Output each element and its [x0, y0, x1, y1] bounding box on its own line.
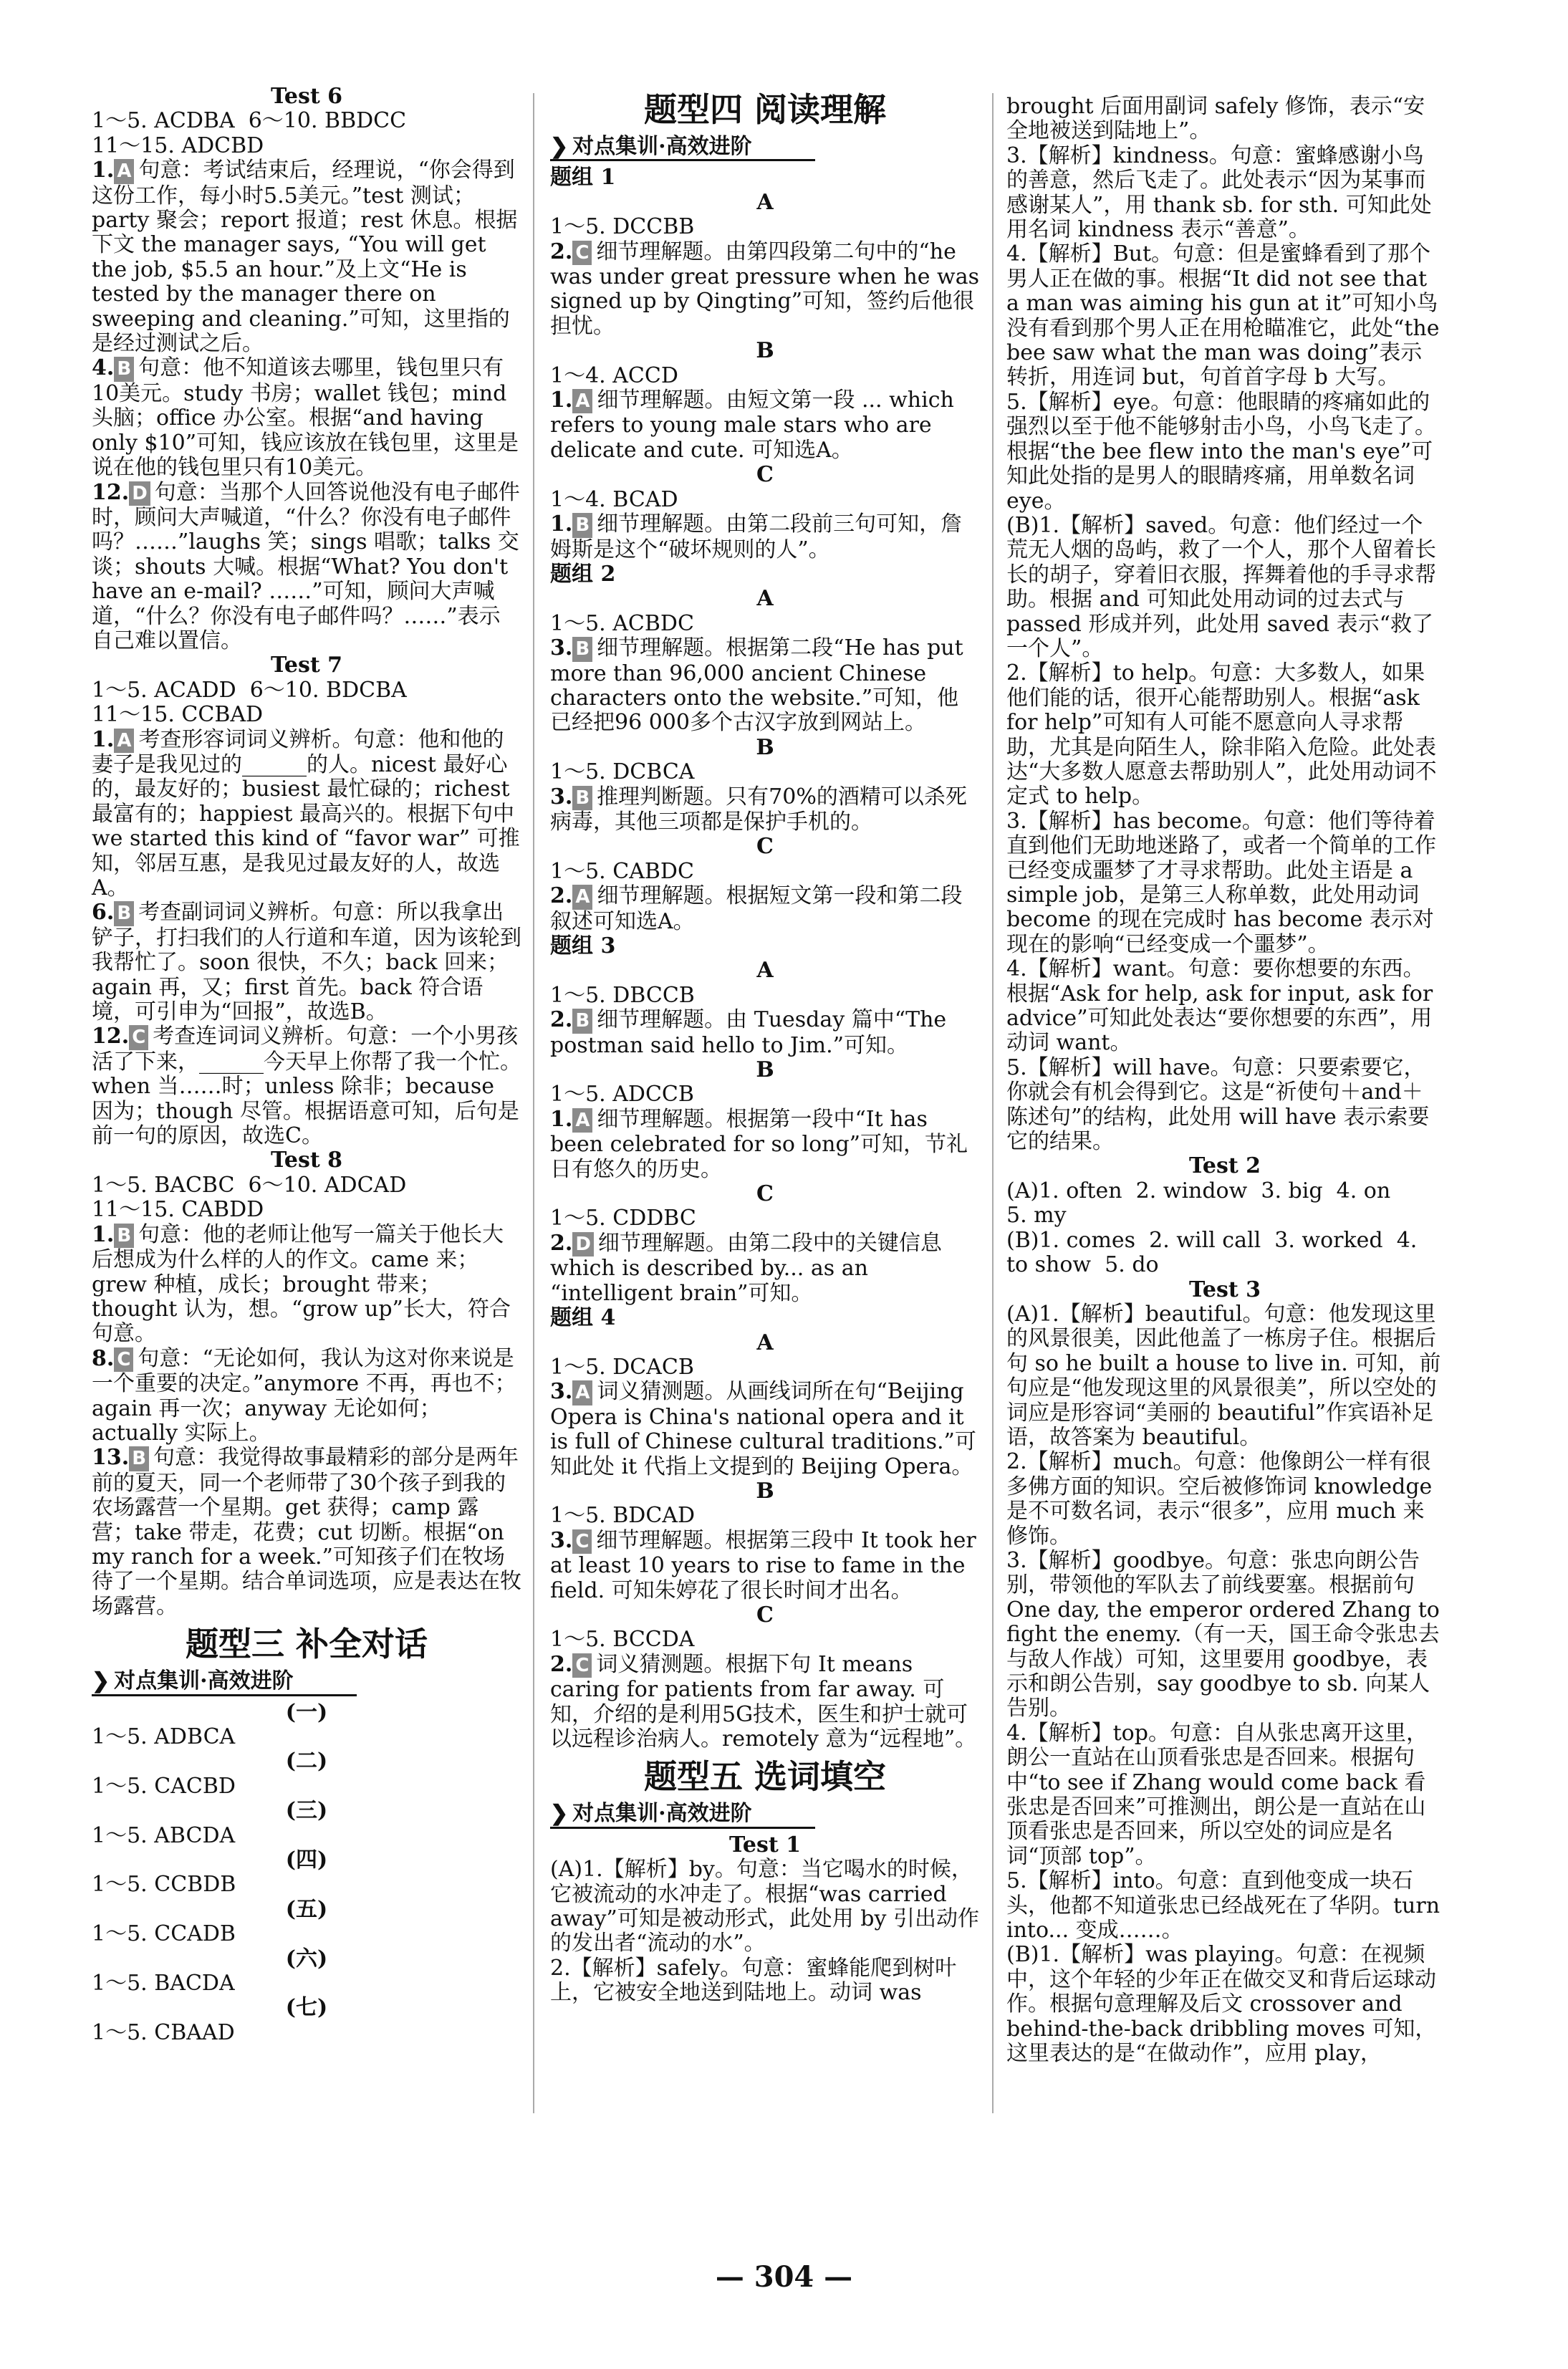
item-number: 1.	[550, 388, 573, 413]
section-heading: Test 1	[728, 1832, 802, 1858]
text-line: 1～5. DCBCA	[550, 759, 695, 785]
answer-badge: B	[114, 1224, 134, 1248]
answer-badge: B	[572, 1009, 592, 1033]
section-heading: Test 8	[270, 1148, 343, 1173]
section-heading: B	[756, 1478, 774, 1504]
section-heading: (二)	[285, 1749, 328, 1774]
section-heading: (五)	[285, 1896, 328, 1922]
explanation-item	[550, 388, 980, 463]
explanation-item	[550, 1107, 980, 1182]
explanation-text: 细节理解题。由第二段中的关键信息 which is described by... as an “intelligent brain”可知。	[550, 1230, 949, 1306]
answer-badge: A	[572, 1380, 592, 1405]
text-line: 1～5. DCCBB	[550, 214, 695, 240]
explanation-text: 句意：他不知道该去哪里，钱包里只有10美元。study 书房；wallet 钱包；mind 头脑；office 办公室。根据“and having only $10”可知，钱应该放在钱包里，这里是说在他的钱包里只有10美元。	[92, 355, 519, 481]
answer-badge: C	[114, 1347, 133, 1372]
answer-badge: B	[572, 786, 592, 810]
text-line: 1～5. ABCDA	[92, 1822, 236, 1848]
text-line: 5. my	[1006, 1203, 1067, 1229]
text-line: 2.【解析】safely。句意：蜜蜂能爬到树叶上，它被安全地送到陆地上。动词 was	[550, 1955, 957, 2006]
chevron-right-icon: ❯	[550, 134, 569, 159]
item-number: 3.	[550, 1379, 573, 1405]
text-line: 3.【解析】kindness。句意：蜜蜂感谢小鸟的善意，然后飞走了。此处表示“因为某事而感谢某人”，用 thank sb. for sth. 可知此处用名词 kindness 表示“善意”。	[1006, 143, 1432, 243]
item-number: 1.	[92, 158, 115, 183]
explanation-text: 考查连词词义辨析。句意：一个小男孩活了下来，______今天早上你帮了我一个忙。when 当……时；unless 除非；because 因为；though 尽管。根据语意可知，后句是前一句的原因，故选C。	[92, 1024, 521, 1149]
answer-badge: A	[572, 885, 592, 909]
explanation-item	[550, 1527, 983, 1603]
answer-badge: D	[129, 481, 150, 506]
answer-badge: A	[114, 159, 134, 183]
section-heading: Test 7	[270, 653, 343, 678]
item-number: 2.	[550, 1007, 573, 1033]
item-number: 3.	[550, 784, 573, 809]
text-line: 2.【解析】to help。句意：大多数人，如果他们能的话，很开心能帮助别人。根据“ask for help”可知有人可能不愿意向人寻求帮助，尤其是向陌生人，除非陷入危险。此处表达“大多数人愿意去帮助别人”，此处用动词不定式 to help。	[1006, 660, 1437, 809]
answer-badge: B	[572, 637, 592, 661]
explanation-text: 词义猜测题。从画线词所在句“Beijing Opera is China's national opera and it is full of Chinese cultural traditions.”可知此处 it 代指上文提到的 Beijing Opera。	[550, 1379, 976, 1479]
text-line: (B)1.【解析】saved。句意：他们经过一个荒无人烟的岛屿，救了一个人，那个人留着长长的胡子，穿着旧衣服，挥舞着他的手寻求帮助。根据 and 可知此处用动词的过去式与 passed 形成并列，此处用 saved 表示“救了一个人”。	[1006, 512, 1436, 661]
group-label: 题组 4	[550, 1305, 616, 1331]
section-heading: C	[756, 1602, 774, 1628]
text-line: 5.【解析】will have。句意：只要索要它，你就会有机会得到它。这是“祈使句＋and＋陈述句”的结构，此处用 will have 表示索要它的结果。	[1006, 1054, 1430, 1155]
explanation-item	[92, 158, 521, 356]
column-left	[92, 85, 521, 2045]
explanation-item	[550, 1380, 980, 1479]
section-heading: Test 3	[1188, 1277, 1261, 1302]
text-line: 5.【解析】into。句意：直到他变成一块石头，他都不知道张忠已经战死在了华阴。turn into... 变成……。	[1006, 1868, 1447, 1943]
explanation-item	[92, 900, 521, 1024]
chevron-right-icon: ❯	[550, 1801, 569, 1827]
text-line: 4.【解析】want。句意：要你想要的东西。根据“Ask for help, ask for input, ask for advice”可知此处表达“要你想要的东西”，用动词 want。	[1006, 956, 1440, 1056]
explanation-text: 细节理解题。根据第一段中“It has been celebrated for so long”可知，节礼日有悠久的历史。	[550, 1106, 968, 1182]
answer-badge: C	[129, 1025, 148, 1049]
section-heading: A	[756, 958, 774, 984]
answer-badge: D	[572, 1232, 594, 1256]
item-number: 2.	[550, 883, 573, 909]
explanation-item	[92, 1223, 521, 1347]
text-line: (B)1.【解析】was playing。句意：在视频中，这个年轻的少年正在做交叉和背后运球动作。根据句意理解及后文 crossover and behind-the-back dribbling moves 可知，这里表达的是“在做动作”，应用 play，	[1006, 1942, 1437, 2067]
explanation-item	[92, 1446, 521, 1619]
item-number: 1.	[550, 511, 573, 537]
text-line: 1～5. CCBDB	[92, 1872, 236, 1898]
explanation-text: 细节理解题。由第二段前三句可知，詹姆斯是这个“破坏规则的人”。	[550, 511, 963, 562]
practice-banner	[550, 1802, 815, 1828]
text-line: 1～5. ACDBA 6～10. BBDCC	[92, 108, 407, 134]
text-line: 1～5. ACBDC	[550, 610, 694, 636]
text-line: 1～4. BCAD	[550, 486, 678, 512]
text-line: brought 后面用副词 safely 修饰，表示“安全地被送到陆地上”。	[1006, 94, 1425, 144]
part-title: 题型四 阅读理解	[643, 90, 886, 129]
section-heading: (六)	[285, 1946, 328, 1971]
text-line: 1～5. CBAAD	[92, 2019, 235, 2045]
text-line: 11～15. CCBAD	[92, 702, 264, 728]
text-line: (B)1. comes 2. will call 3. worked 4. to show 5. do	[1006, 1227, 1424, 1278]
explanation-item	[550, 1008, 980, 1058]
item-number: 12.	[92, 1024, 130, 1049]
text-line: 11～15. ADCBD	[92, 133, 264, 158]
explanation-text: 细节理解题。由 Tuesday 篇中“The postman said hello to Jim.”可知。	[550, 1007, 953, 1058]
explanation-text: 细节理解题。根据第二段“He has put more than 96,000 ancient Chinese characters onto the website.”可知，他已经把96 000多个古汉字放到网站上。	[550, 635, 971, 736]
explanation-item	[550, 636, 980, 736]
column-middle	[550, 85, 986, 2006]
explanation-item	[92, 1024, 521, 1148]
answer-badge: C	[572, 1653, 592, 1678]
item-number: 1.	[92, 1221, 115, 1247]
explanation-item	[550, 239, 986, 340]
item-number: 1.	[92, 726, 115, 752]
explanation-item	[550, 1231, 980, 1306]
item-number: 13.	[92, 1445, 130, 1471]
explanation-text: 句意：他的老师让他写一篇关于他长大后想成为什么样的人的作文。came 来；grew 种植，成长；brought 带来；thought 认为，想。“grow up”长大，符合句意。	[92, 1221, 511, 1347]
group-label: 题组 2	[550, 561, 616, 587]
answer-badge: A	[114, 729, 134, 753]
text-line: 1～5. DBCCB	[550, 982, 695, 1008]
answer-badge: C	[572, 241, 592, 265]
section-heading: (七)	[285, 1995, 328, 2021]
text-line: 1～5. ACADD 6～10. BDCBA	[92, 677, 407, 703]
section-heading: B	[756, 1057, 774, 1083]
group-label: 题组 3	[550, 933, 616, 958]
text-line: 2.【解析】much。句意：他像朗公一样有很多佛方面的知识。空后被修饰词 knowledge 是不可数名词，表示“很多”，应用 much 来修饰。	[1006, 1449, 1439, 1549]
text-line: 1～5. BCCDA	[550, 1627, 695, 1653]
explanation-item	[92, 1347, 521, 1446]
explanation-item	[550, 785, 980, 835]
practice-banner	[550, 135, 815, 161]
text-line: 3.【解析】has become。句意：他们等待着直到他们无助地迷路了，或者一个简单的工作已经变成噩梦了才寻求帮助。此处主语是 a simple job，是第三人称单数，此处用动词 become 的现在完成时 has become 表示对现在的影响“已经变成一个噩梦”。	[1006, 808, 1436, 957]
item-number: 3.	[550, 635, 573, 661]
item-number: 2.	[550, 1651, 573, 1677]
text-line: 1～5. CDDBC	[550, 1206, 696, 1231]
page-number: — 304 —	[715, 2260, 853, 2294]
text-line: (A)1.【解析】beautiful。句意：他发现这里的风景很美，因此他盖了一栋房子住。根据后句 so he built a house to live in. 可知，前句应是“他发现这里的风景很美”，所以空处的词应是形容词“美丽的 beautiful”作宾语补足语，故答案为 beautiful。	[1006, 1301, 1441, 1450]
group-label: 题组 1	[550, 165, 616, 191]
section-heading: (三)	[285, 1798, 328, 1824]
item-number: 1.	[550, 1106, 573, 1132]
explanation-text: 词义猜测题。根据下句 It means caring for patients from far away. 可知，介绍的是利用5G技术，医生和护士就可以远程诊治病人。remotely 意为“远程地”。	[550, 1651, 977, 1751]
explanation-item	[550, 512, 980, 562]
text-line: 1～5. DCACB	[550, 1354, 694, 1380]
text-line: 1～4. ACCD	[550, 362, 678, 388]
explanation-item	[92, 728, 521, 901]
explanation-text: 句意：考试结束后，经理说，“你会得到这份工作，每小时5.5美元。”test 测试；party 聚会；report 报道；rest 休息。根据下文 the manager says, “You will get the job, $5.5 an hour.”及上文“He is tested by the manager there on sweeping and cleaning.”可知，这里指的是经过测试之后。	[92, 158, 518, 357]
section-heading: (四)	[285, 1847, 328, 1873]
item-number: 2.	[550, 1230, 573, 1256]
text-line: 11～15. CABDD	[92, 1197, 264, 1223]
text-line: 4.【解析】But。句意：但是蜜蜂看到了那个男人正在做的事。根据“It did not see that a man was aiming his gun at it”可知小鸟没有看到那个男人正在用枪瞄准它，此处“the bee saw what the man was doing”表示转折，用连词 but，句首首字母 b 大写。	[1006, 241, 1447, 390]
item-number: 12.	[92, 479, 130, 505]
answer-badge: A	[572, 1108, 592, 1133]
section-heading: Test 6	[270, 84, 343, 109]
section-heading: C	[756, 462, 774, 488]
chevron-right-icon: ❯	[92, 1668, 110, 1694]
practice-banner	[92, 1669, 357, 1696]
explanation-text: 细节理解题。根据短文第一段和第二段叙述可知选A。	[550, 883, 963, 934]
explanation-text: 考查副词词义辨析。句意：所以我拿出铲子，打扫我们的人行道和车道，因为该轮到我帮忙了。soon 很快，不久；back 回来；again 再，又；first 首先。back 符合语境，可引申为“回报”，故选B。	[92, 900, 521, 1025]
answer-badge: B	[572, 513, 592, 537]
part-title: 题型五 选词填空	[643, 1757, 886, 1797]
section-heading: B	[756, 338, 774, 364]
answer-badge: B	[114, 357, 134, 381]
explanation-item	[92, 481, 521, 654]
explanation-item	[550, 1653, 980, 1752]
text-line: 1～5. BACBC 6～10. ADCAD	[92, 1172, 407, 1198]
explanation-text: 细节理解题。根据第三段中 It took her at least 10 years to rise to fame in the field. 可知朱婷花了很长时间才出名。	[550, 1527, 983, 1603]
section-heading: C	[756, 834, 774, 860]
section-heading: A	[756, 586, 774, 612]
part-title: 题型三 补全对话	[185, 1625, 428, 1664]
text-line: 1～5. CABDC	[550, 858, 694, 884]
section-heading: C	[756, 1181, 774, 1207]
text-line: 1～5. ADCCB	[550, 1082, 694, 1107]
answer-badge: C	[572, 1529, 592, 1554]
explanation-text: 句意：我觉得故事最精彩的部分是两年前的夏天，同一个老师带了30个孩子到我的农场露营一个星期。get 获得；camp 露营；take 带走，花费；cut 切断。根据“on my ranch for a week.”可知孩子们在牧场待了一个星期。结合单词选项，应是表达在牧场露营。	[92, 1445, 521, 1619]
banner-label: 对点集训·高效进阶	[572, 1801, 752, 1827]
text-line: 4.【解析】top。句意：自从张忠离开这里，朗公一直站在山顶看张忠是否回来。根据句中“to see if Zhang would come back 看张忠是否回来”可推测出，朗公是一直站在山顶看张忠是否回来，所以空处的词应是名词“顶部 top”。	[1006, 1720, 1428, 1869]
answer-badge: B	[114, 901, 134, 926]
text-line: (A)1.【解析】by。句意：当它喝水的时候，它被流动的水冲走了。根据“was carried away”可知是被动形式，此处用 by 引出动作的发出者“流动的水”。	[550, 1857, 979, 1956]
banner-label: 对点集训·高效进阶	[114, 1668, 294, 1694]
section-heading: A	[756, 189, 774, 215]
text-line: 1～5. CCADB	[92, 1921, 236, 1947]
text-line: (A)1. often 2. window 3. big 4. on	[1006, 1178, 1391, 1203]
section-heading: (一)	[285, 1699, 328, 1725]
item-number: 6.	[92, 900, 115, 926]
section-heading: Test 2	[1188, 1153, 1261, 1179]
banner-label: 对点集训·高效进阶	[572, 134, 752, 159]
section-heading: B	[756, 734, 774, 760]
section-heading: A	[756, 1330, 774, 1355]
text-line: 3.【解析】goodbye。句意：张忠向朗公告别，带领他的军队去了前线要塞。根据前句 One day, the emperor ordered Zhang to fight the enemy.（有一天，国王命令张忠去与敌人作战）可知，这里要用 goodbye，表示和朗公告别，say goodbye to sb. 向某人告别。	[1006, 1547, 1447, 1721]
text-line: 1～5. BDCAD	[550, 1503, 696, 1529]
text-line: 1～5. ADBCA	[92, 1724, 236, 1749]
item-number: 2.	[550, 239, 573, 264]
explanation-text: 考查形容词词义辨析。句意：他和他的妻子是我见过的______的人。nicest 最好心的，最友好的；busiest 最忙碌的；richest 最富有的；happiest 最高兴的。根据下句中 we started this kind of “favor war” 可推知，邻居互惠，是我见过最友好的人，故选A。	[92, 726, 521, 900]
text-line: 1～5. CACBD	[92, 1773, 236, 1799]
text-line: 5.【解析】eye。句意：他眼睛的疼痛如此的强烈以至于他不能够射击小鸟，小鸟飞走了。根据“the bee flew into the man's eye”可知此处指的是男人的眼睛疼痛，用单数名词 eye。	[1006, 389, 1436, 514]
explanation-item	[550, 884, 980, 934]
answer-badge: B	[129, 1446, 149, 1471]
explanation-text: 细节理解题。由短文第一段 ... which refers to young male stars who are delicate and cute. 可知选A。	[550, 388, 961, 463]
item-number: 8.	[92, 1345, 115, 1371]
answer-badge: A	[572, 389, 592, 413]
explanation-text: 推理判断题。只有70%的酒精可以杀死病毒，其他三项都是保护手机的。	[550, 784, 967, 835]
explanation-text: 句意：当那个人回答说他没有电子邮件时，顾问大声喊道，“什么？你没有电子邮件吗？……”laughs 笑；sings 唱歌；talks 交谈；shouts 大喊。根据“What? You don't have an e-mail? ……”可知，顾问大声喊道，“什么？你没有电子邮件吗？……”表示自己难以置信。	[92, 479, 520, 653]
text-line: 1～5. BACDA	[92, 1971, 235, 1996]
explanation-text: 句意：“无论如何，我认为这对你来说是一个重要的决定。”anymore 不再，再也不；again 再一次；anyway 无论如何；actually 实际上。	[92, 1345, 516, 1446]
item-number: 3.	[550, 1527, 573, 1553]
item-number: 4.	[92, 355, 115, 381]
column-right	[1006, 94, 1447, 2067]
explanation-item	[92, 356, 521, 480]
explanation-text: 细节理解题。由第四段第二句中的“he was under great pressure when he was signed up by Qingting”可知，签约后他很担忧。	[550, 239, 986, 339]
